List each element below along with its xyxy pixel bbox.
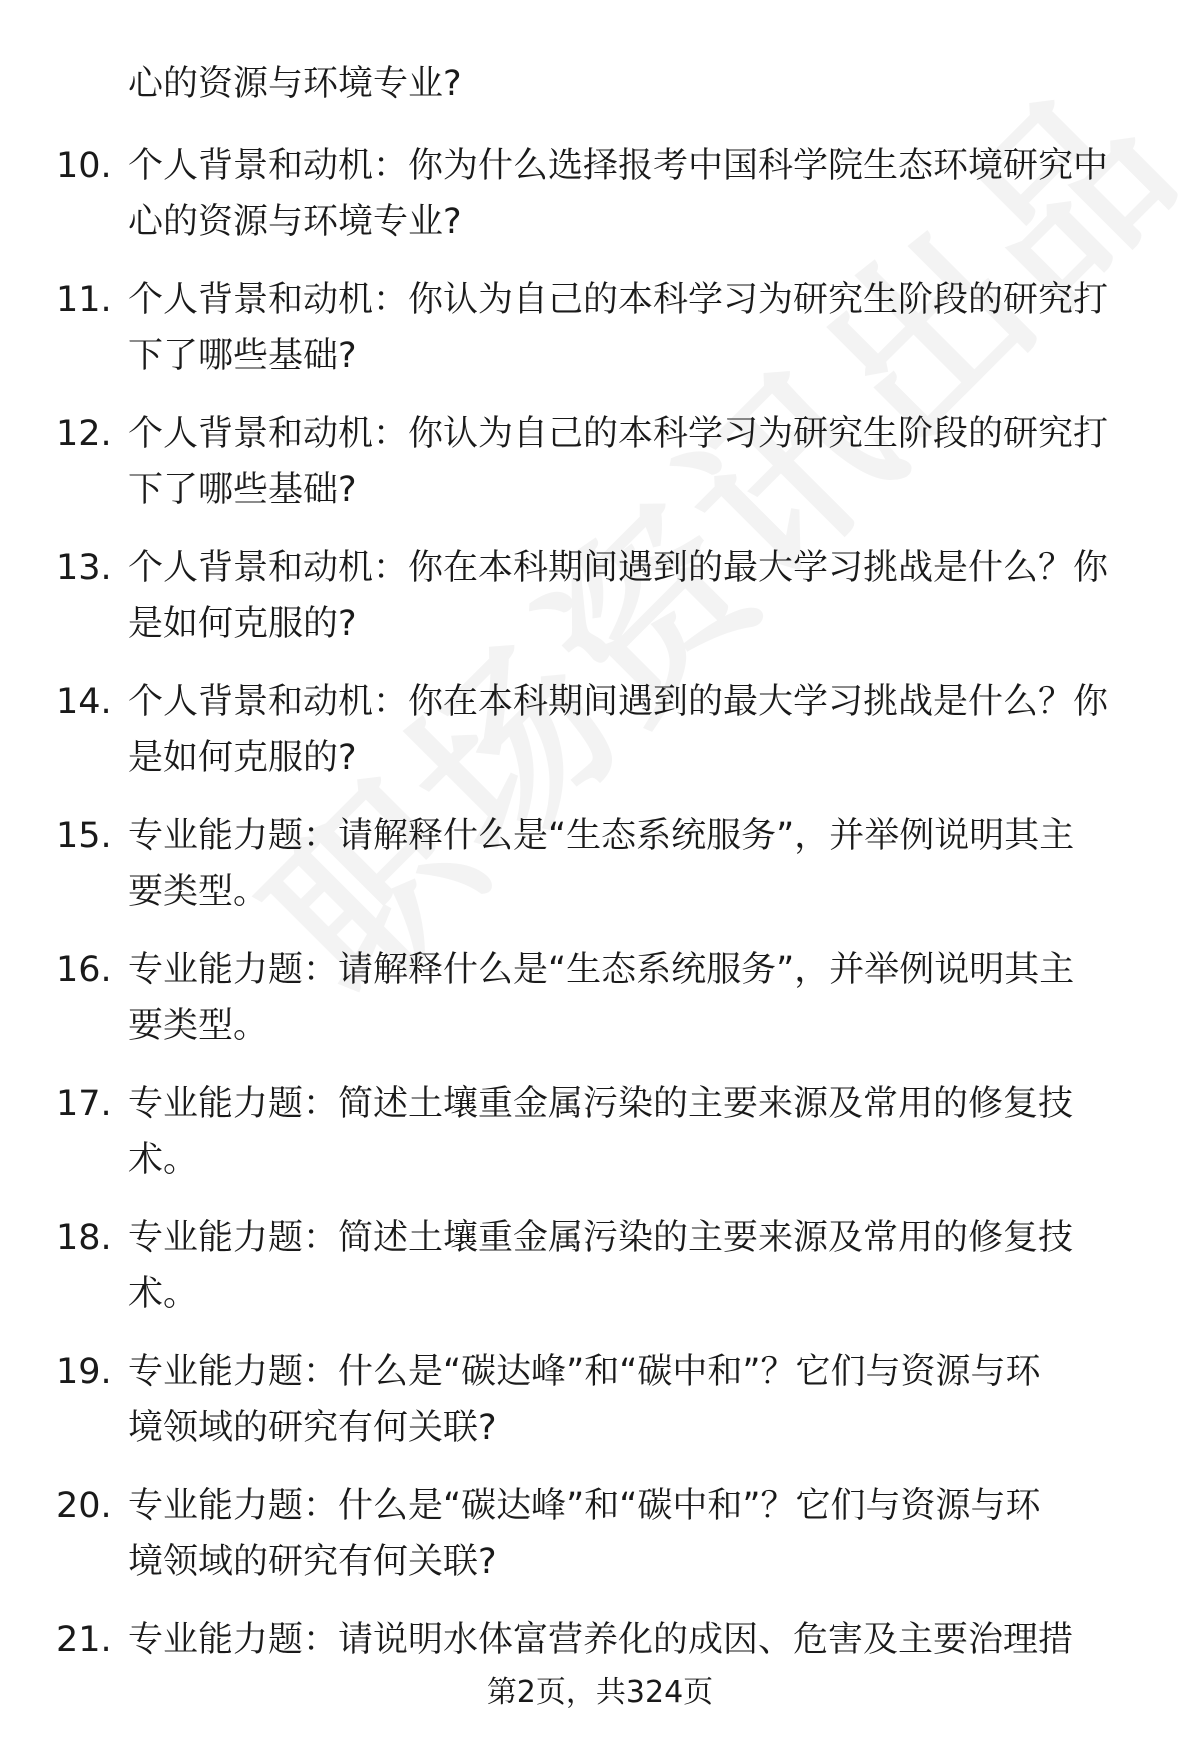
question-text-line: 个人背景和动机：你为什么选择报考中国科学院生态环境研究中 — [128, 146, 1109, 186]
question-text-line: 下了哪些基础? — [128, 336, 357, 376]
question-item — [0, 1344, 1200, 1478]
question-number: 19. — [56, 1352, 112, 1392]
question-item — [0, 808, 1200, 942]
question-number: 18. — [56, 1218, 112, 1258]
question-text-line: 专业能力题：请解释什么是“生态系统服务”，并举例说明其主 — [128, 816, 1075, 856]
question-text — [128, 272, 1148, 384]
question-text-line: 个人背景和动机：你认为自己的本科学习为研究生阶段的研究打 — [128, 280, 1109, 320]
question-item — [0, 1210, 1200, 1344]
question-text-line: 专业能力题：什么是“碳达峰”和“碳中和”？它们与资源与环 — [128, 1352, 1041, 1392]
question-item — [0, 406, 1200, 540]
question-number: 13. — [56, 548, 112, 588]
page-footer: 第2页，共324页 — [486, 1675, 714, 1710]
question-text-line: 个人背景和动机：你在本科期间遇到的最大学习挑战是什么？你 — [128, 548, 1109, 588]
question-number: 21. — [56, 1620, 112, 1660]
question-item — [0, 138, 1200, 272]
question-text-line: 下了哪些基础? — [128, 470, 357, 510]
question-item — [0, 1076, 1200, 1210]
question-number: 14. — [56, 682, 112, 722]
question-item — [0, 540, 1200, 674]
question-text-line: 境领域的研究有何关联? — [128, 1542, 497, 1582]
question-text-line: 个人背景和动机：你认为自己的本科学习为研究生阶段的研究打 — [128, 414, 1109, 454]
question-item — [0, 942, 1200, 1076]
question-text-line: 心的资源与环境专业? — [128, 202, 462, 242]
question-text — [128, 1612, 1148, 1668]
question-text-line: 专业能力题：简述土壤重金属污染的主要来源及常用的修复技 — [128, 1084, 1074, 1124]
question-text — [128, 808, 1148, 920]
question-text-line: 专业能力题：简述土壤重金属污染的主要来源及常用的修复技 — [128, 1218, 1074, 1258]
question-text — [128, 674, 1148, 786]
question-text — [128, 138, 1148, 250]
question-text-line: 是如何克服的? — [128, 738, 357, 778]
question-text-line: 术。 — [128, 1274, 199, 1314]
question-text-line: 专业能力题：请解释什么是“生态系统服务”，并举例说明其主 — [128, 950, 1075, 990]
question-item — [0, 674, 1200, 808]
question-text-line: 专业能力题：请说明水体富营养化的成因、危害及主要治理措 — [128, 1620, 1074, 1660]
question-text-line: 个人背景和动机：你在本科期间遇到的最大学习挑战是什么？你 — [128, 682, 1109, 722]
question-text — [128, 1344, 1148, 1456]
question-text — [128, 942, 1148, 1054]
question-text — [128, 1210, 1148, 1322]
question-text — [128, 406, 1148, 518]
question-text-line: 是如何克服的? — [128, 604, 357, 644]
question-number: 10. — [56, 146, 112, 186]
question-number: 17. — [56, 1084, 112, 1124]
question-list — [0, 138, 1200, 1746]
question-number: 11. — [56, 280, 112, 320]
continued-question-text: 心的资源与环境专业? — [128, 64, 462, 104]
question-text-line: 要类型。 — [128, 1006, 269, 1046]
question-text — [128, 1478, 1148, 1590]
question-text — [128, 540, 1148, 652]
question-number: 20. — [56, 1486, 112, 1526]
question-number: 12. — [56, 414, 112, 454]
question-text — [128, 1076, 1148, 1188]
question-item — [0, 272, 1200, 406]
question-text-line: 术。 — [128, 1140, 199, 1180]
question-text-line: 要类型。 — [128, 872, 269, 912]
question-number: 15. — [56, 816, 112, 856]
question-text-line: 境领域的研究有何关联? — [128, 1408, 497, 1448]
question-item — [0, 1478, 1200, 1612]
question-number: 16. — [56, 950, 112, 990]
question-text-line: 专业能力题：什么是“碳达峰”和“碳中和”？它们与资源与环 — [128, 1486, 1041, 1526]
